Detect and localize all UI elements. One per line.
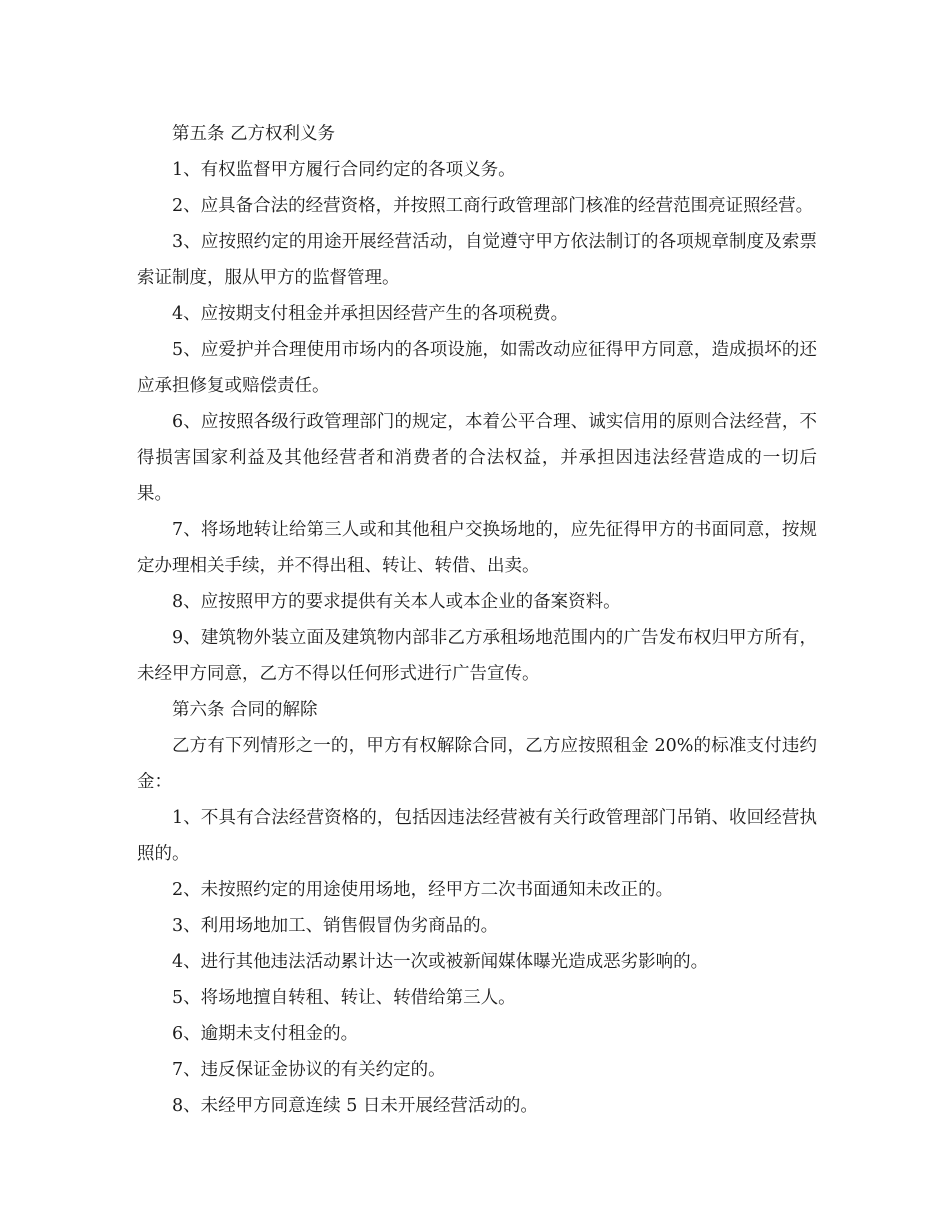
paragraph: 5、将场地擅自转租、转让、转借给第三人。 xyxy=(172,988,516,1008)
paragraph: 8、未经甲方同意连续 5 日未开展经营活动的。 xyxy=(172,1096,538,1116)
paragraph: 6、应按照各级行政管理部门的规定，本着公平合理、诚实信用的原则合法经营，不得损害国家利益及其他经营者和消费者的合法权益，并承担因违法经营造成的一切后果。 xyxy=(137,412,817,504)
paragraph: 6、逾期未支付租金的。 xyxy=(172,1024,359,1044)
paragraph: 2、应具备合法的经营资格，并按照工商行政管理部门核准的经营范围亮证照经营。 xyxy=(172,196,814,216)
document-body xyxy=(137,116,817,1124)
paragraph: 3、应按照约定的用途开展经营活动，自觉遵守甲方依法制订的各项规章制度及索票索证制度，服从甲方的监督管理。 xyxy=(137,232,817,288)
paragraph: 1、有权监督甲方履行合同约定的各项义务。 xyxy=(172,160,516,180)
paragraph: 8、应按照甲方的要求提供有关本人或本企业的备案资料。 xyxy=(172,592,621,612)
paragraph: 9、建筑物外装立面及建筑物内部非乙方承租场地范围内的广告发布权归甲方所有，未经甲方同意，乙方不得以任何形式进行广告宣传。 xyxy=(137,628,817,684)
paragraph: 2、未按照约定的用途使用场地，经甲方二次书面通知未改正的。 xyxy=(172,880,674,900)
paragraph: 7、违反保证金协议的有关约定的。 xyxy=(172,1060,446,1080)
paragraph: 4、进行其他违法活动累计达一次或被新闻媒体曝光造成恶劣影响的。 xyxy=(172,952,709,972)
paragraph: 3、利用场地加工、销售假冒伪劣商品的。 xyxy=(172,916,499,936)
paragraph: 乙方有下列情形之一的，甲方有权解除合同，乙方应按照租金 20%的标准支付违约金： xyxy=(137,736,817,792)
paragraph: 7、将场地转让给第三人或和其他租户交换场地的，应先征得甲方的书面同意，按规定办理相关手续，并不得出租、转让、转借、出卖。 xyxy=(137,520,817,576)
paragraph: 5、应爱护并合理使用市场内的各项设施，如需改动应征得甲方同意，造成损坏的还应承担修复或赔偿责任。 xyxy=(137,340,817,396)
section-heading: 第六条 合同的解除 xyxy=(172,700,318,720)
section-heading: 第五条 乙方权利义务 xyxy=(172,124,336,144)
paragraph: 4、应按期支付租金并承担因经营产生的各项税费。 xyxy=(172,304,569,324)
paragraph: 1、不具有合法经营资格的，包括因违法经营被有关行政管理部门吊销、收回经营执照的。 xyxy=(137,808,817,864)
